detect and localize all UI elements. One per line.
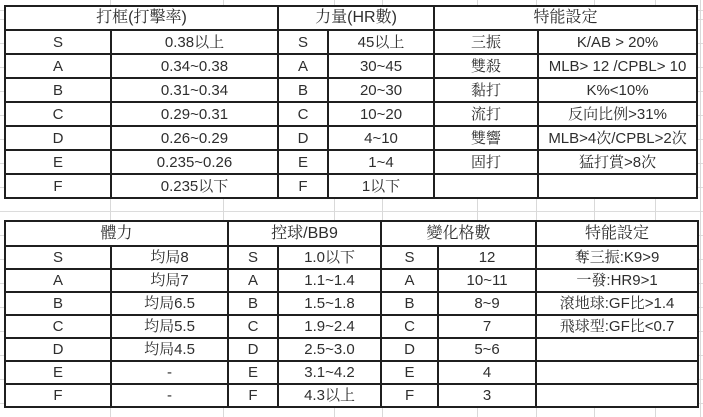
table-header-row bbox=[5, 6, 697, 30]
table-row bbox=[5, 246, 698, 269]
grade-cell: S bbox=[228, 246, 278, 269]
table-row bbox=[5, 269, 698, 292]
stamina-value-cell: 均局5.5 bbox=[111, 315, 228, 338]
batting-average-header: 打框(打擊率) bbox=[5, 6, 278, 30]
ability-condition-cell: K%<10% bbox=[538, 78, 697, 102]
stamina-value-cell: 均局4.5 bbox=[111, 338, 228, 361]
table-row bbox=[5, 102, 697, 126]
grade-cell: B bbox=[5, 78, 111, 102]
batting-average-value-cell: 0.38以上 bbox=[111, 30, 278, 54]
control-header: 控球/BB9 bbox=[228, 221, 381, 246]
grade-cell: B bbox=[5, 292, 111, 315]
control-value-cell: 1.0以下 bbox=[278, 246, 381, 269]
power-value-cell: 45以上 bbox=[328, 30, 434, 54]
grade-cell: E bbox=[381, 361, 438, 384]
ability-condition-cell: 猛打賞>8次 bbox=[538, 150, 697, 174]
stamina-header: 體力 bbox=[5, 221, 228, 246]
ability-condition-cell: 滾地球:GF比>1.4 bbox=[536, 292, 698, 315]
ability-condition-cell bbox=[538, 174, 697, 198]
grade-cell: D bbox=[5, 126, 111, 150]
breaking-value-cell: 10~11 bbox=[438, 269, 536, 292]
table-row bbox=[5, 361, 698, 384]
grade-cell: S bbox=[381, 246, 438, 269]
grade-cell: D bbox=[381, 338, 438, 361]
grade-cell: B bbox=[381, 292, 438, 315]
breaking-value-cell: 8~9 bbox=[438, 292, 536, 315]
ability-condition-cell: MLB>4次/CPBL>2次 bbox=[538, 126, 697, 150]
table-row bbox=[5, 174, 697, 198]
ability-condition-cell bbox=[536, 338, 698, 361]
ability-name-cell: 流打 bbox=[434, 102, 538, 126]
grade-cell: A bbox=[228, 269, 278, 292]
grade-cell: S bbox=[5, 246, 111, 269]
grade-cell: C bbox=[5, 315, 111, 338]
ability-condition-cell: 飛球型:GF比<0.7 bbox=[536, 315, 698, 338]
batting-average-value-cell: 0.31~0.34 bbox=[111, 78, 278, 102]
grade-cell: D bbox=[228, 338, 278, 361]
ability-settings-header: 特能設定 bbox=[536, 221, 698, 246]
table-row bbox=[5, 384, 698, 407]
breaking-value-cell: 12 bbox=[438, 246, 536, 269]
batting-average-value-cell: 0.235以下 bbox=[111, 174, 278, 198]
ability-name-cell: 三振 bbox=[434, 30, 538, 54]
batting-average-value-cell: 0.34~0.38 bbox=[111, 54, 278, 78]
grade-cell: E bbox=[5, 150, 111, 174]
pitcher-ratings-table bbox=[4, 220, 699, 408]
control-value-cell: 1.5~1.8 bbox=[278, 292, 381, 315]
control-value-cell: 1.1~1.4 bbox=[278, 269, 381, 292]
power-value-cell: 1以下 bbox=[328, 174, 434, 198]
ability-condition-cell: 一發:HR9>1 bbox=[536, 269, 698, 292]
control-value-cell: 4.3以上 bbox=[278, 384, 381, 407]
ability-condition-cell bbox=[536, 384, 698, 407]
table-row bbox=[5, 150, 697, 174]
table-row bbox=[5, 126, 697, 150]
power-value-cell: 10~20 bbox=[328, 102, 434, 126]
stamina-value-cell: - bbox=[111, 361, 228, 384]
power-header: 力量(HR數) bbox=[278, 6, 434, 30]
grade-cell: C bbox=[381, 315, 438, 338]
batting-average-value-cell: 0.235~0.26 bbox=[111, 150, 278, 174]
grade-cell: E bbox=[5, 361, 111, 384]
gridline-vertical bbox=[700, 0, 701, 417]
table-row bbox=[5, 292, 698, 315]
stamina-value-cell: 均局7 bbox=[111, 269, 228, 292]
grade-cell: C bbox=[5, 102, 111, 126]
breaking-value-cell: 5~6 bbox=[438, 338, 536, 361]
grade-cell: E bbox=[278, 150, 328, 174]
grade-cell: A bbox=[5, 269, 111, 292]
power-value-cell: 1~4 bbox=[328, 150, 434, 174]
grade-cell: F bbox=[228, 384, 278, 407]
table-row bbox=[5, 338, 698, 361]
ability-name-cell: 雙響 bbox=[434, 126, 538, 150]
batting-average-value-cell: 0.26~0.29 bbox=[111, 126, 278, 150]
table-row bbox=[5, 315, 698, 338]
ability-condition-cell: 反向比例>31% bbox=[538, 102, 697, 126]
grade-cell: B bbox=[278, 78, 328, 102]
grade-cell: A bbox=[381, 269, 438, 292]
grade-cell: A bbox=[5, 54, 111, 78]
control-value-cell: 2.5~3.0 bbox=[278, 338, 381, 361]
stamina-value-cell: 均局8 bbox=[111, 246, 228, 269]
grade-cell: F bbox=[278, 174, 328, 198]
ability-condition-cell: 奪三振:K9>9 bbox=[536, 246, 698, 269]
grade-cell: D bbox=[278, 126, 328, 150]
ability-condition-cell bbox=[536, 361, 698, 384]
grade-cell: A bbox=[278, 54, 328, 78]
stamina-value-cell: - bbox=[111, 384, 228, 407]
breaking-value-cell: 7 bbox=[438, 315, 536, 338]
grade-cell: E bbox=[228, 361, 278, 384]
table-row bbox=[5, 54, 697, 78]
ability-condition-cell: MLB> 12 /CPBL> 10 bbox=[538, 54, 697, 78]
grade-cell: F bbox=[381, 384, 438, 407]
grade-cell: S bbox=[5, 30, 111, 54]
ability-name-cell: 黏打 bbox=[434, 78, 538, 102]
table-row bbox=[5, 78, 697, 102]
ability-name-cell bbox=[434, 174, 538, 198]
stamina-value-cell: 均局6.5 bbox=[111, 292, 228, 315]
power-value-cell: 4~10 bbox=[328, 126, 434, 150]
control-value-cell: 1.9~2.4 bbox=[278, 315, 381, 338]
power-value-cell: 20~30 bbox=[328, 78, 434, 102]
grade-cell: C bbox=[228, 315, 278, 338]
control-value-cell: 3.1~4.2 bbox=[278, 361, 381, 384]
grade-cell: S bbox=[278, 30, 328, 54]
batting-average-value-cell: 0.29~0.31 bbox=[111, 102, 278, 126]
ability-name-cell: 雙殺 bbox=[434, 54, 538, 78]
power-value-cell: 30~45 bbox=[328, 54, 434, 78]
grade-cell: F bbox=[5, 174, 111, 198]
ability-condition-cell: K/AB > 20% bbox=[538, 30, 697, 54]
table-header-row bbox=[5, 221, 698, 246]
ability-name-cell: 固打 bbox=[434, 150, 538, 174]
grade-cell: D bbox=[5, 338, 111, 361]
ability-settings-header: 特能設定 bbox=[434, 6, 697, 30]
breaking-value-cell: 3 bbox=[438, 384, 536, 407]
breaking-value-cell: 4 bbox=[438, 361, 536, 384]
breaking-ball-header: 變化格數 bbox=[381, 221, 536, 246]
grade-cell: F bbox=[5, 384, 111, 407]
grade-cell: C bbox=[278, 102, 328, 126]
table-row bbox=[5, 30, 697, 54]
grade-cell: B bbox=[228, 292, 278, 315]
batter-ratings-table bbox=[4, 5, 698, 199]
